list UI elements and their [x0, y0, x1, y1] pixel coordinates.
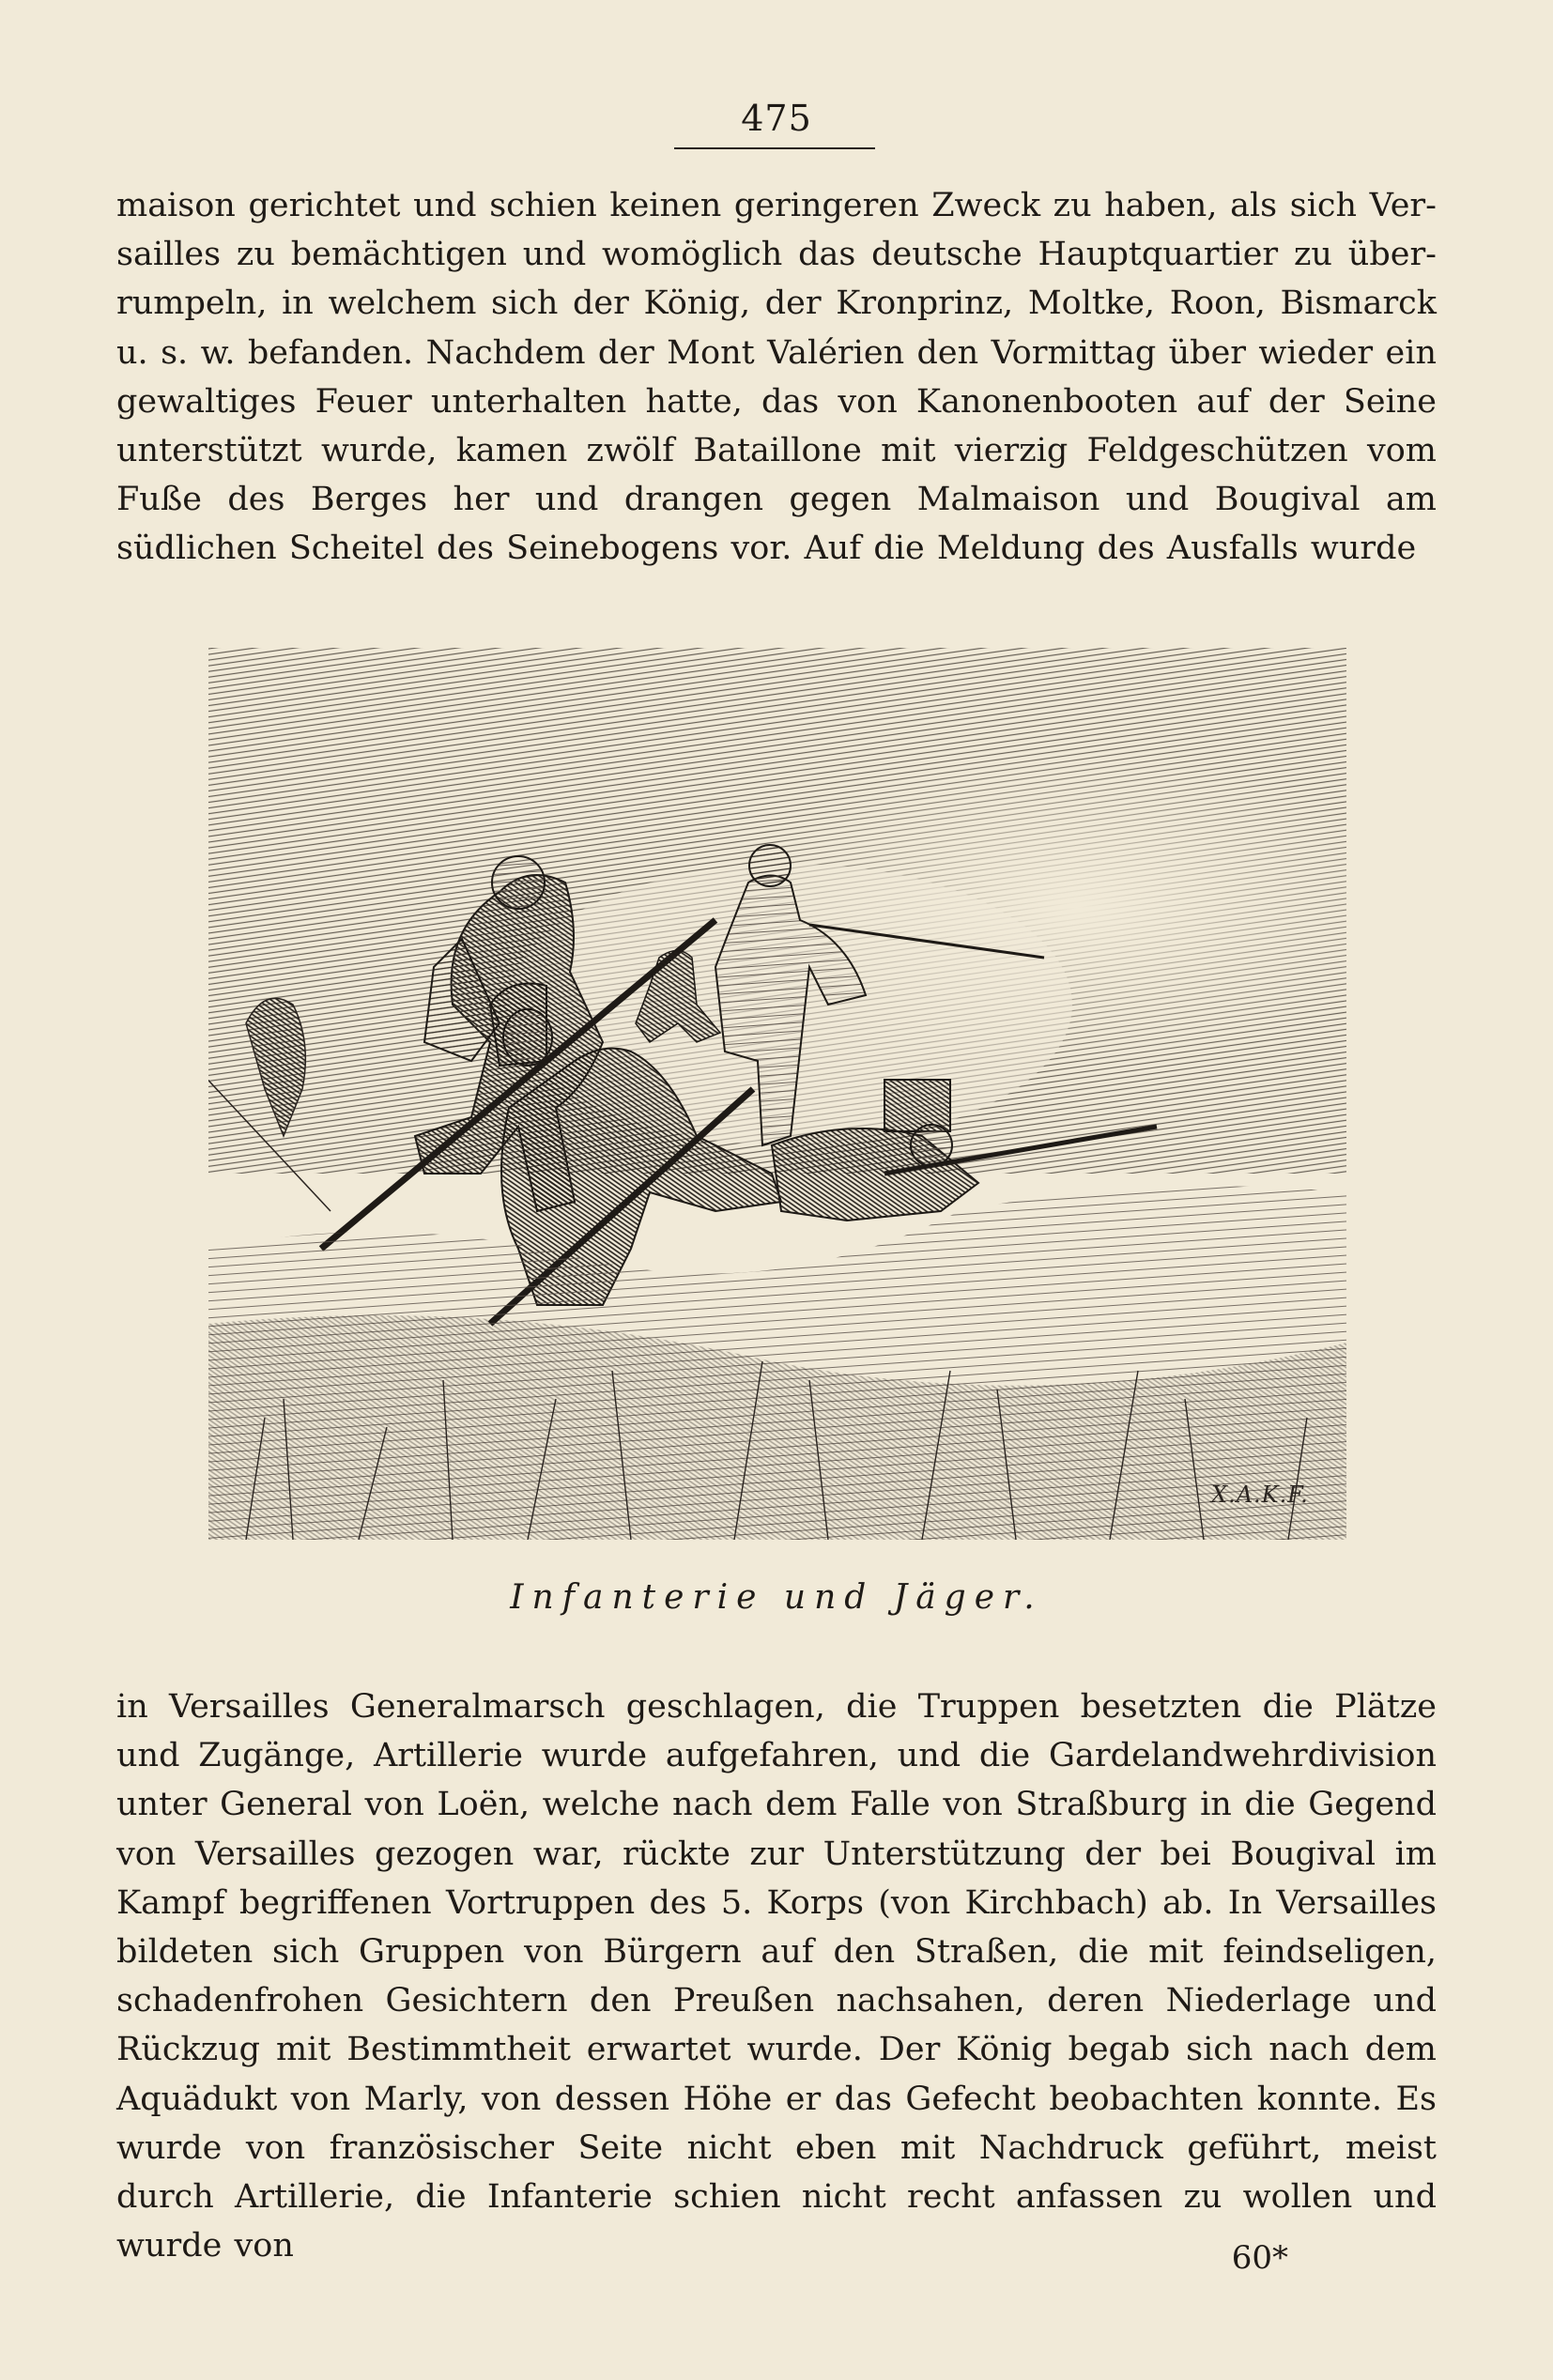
engraving-infantry-and-jaeger [208, 648, 1346, 1540]
page-number: 475 [741, 98, 812, 139]
header-rule [674, 147, 875, 149]
engraver-signature: X.A.K.F. [1211, 1482, 1309, 1508]
sheet-signature-mark: 60* [1231, 2239, 1288, 2277]
body-paragraph-bottom: in Versailles Generalmarsch geschlagen, die Truppen besetzten die Plätze und Zugänge, Artillerie wurde aufgefahren, und die Gardelandwehrdivision unter General von Loën, welche nach dem Falle von Straßburg in die Gegend von Versailles gezogen war, rückte zur Unterstützung der bei Bougival im Kampf begriffenen Vortruppen des 5. Korps (von Kirchbach) ab. In Versailles bildeten sich Gruppen von Bürgern auf den Straßen, die mit feindseligen, schadenfrohen Gesichtern den Preußen nachsahen, deren Niederlage und Rückzug mit Bestimmtheit erwartet wurde. Der König begab sich nach dem Aquädukt von Marly, von dessen Höhe er das Gefecht beobachten konnte. Es wurde von französischer Seite nicht eben mit Nachdruck geführt, meist durch Artillerie, die Infanterie schien nicht recht anfassen zu wollen und wurde von [116, 1688, 1437, 2265]
body-paragraph-top: maison gerichtet und schien keinen geringeren Zweck zu haben, als sich Versailles zu bemächtigen und womöglich das deutsche Hauptquartier zu überrumpeln, in welchem sich der König, der Kronprinz, Moltke, Roon, Bismarck u. s. w. befanden. Nachdem der Mont Valérien den Vormittag über wieder ein gewaltiges Feuer unterhalten hatte, das von Kanonenbooten auf der Seine unterstützt wurde, kamen zwölf Bataillone mit vierzig Feldgeschützen vom Fuße des Berges her und drangen gegen Malmaison und Bougival am südlichen Scheitel des Seinebogens vor. Auf die Meldung des Ausfalls wurde [116, 187, 1437, 568]
figure-caption: Infanterie und Jäger. [510, 1578, 1043, 1617]
engraving-illustration [208, 648, 1346, 1540]
